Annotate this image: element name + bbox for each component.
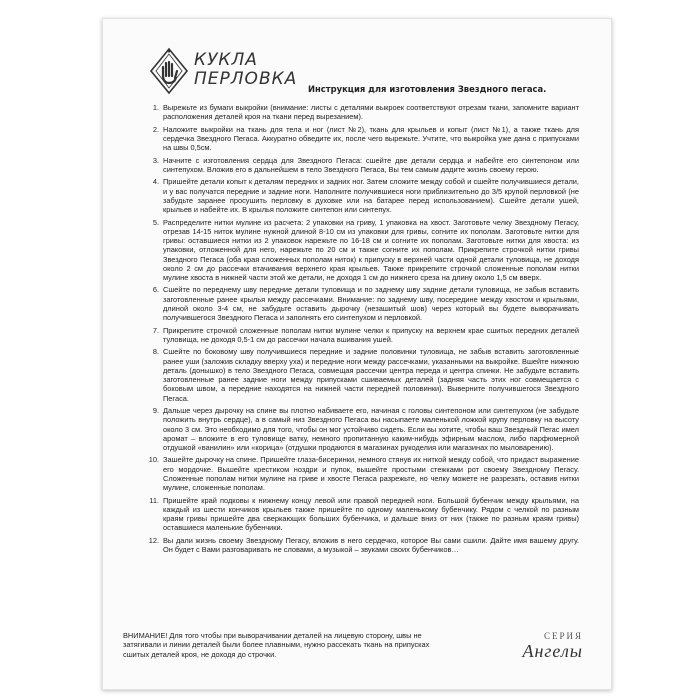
step-number: 11. bbox=[149, 495, 159, 505]
warning-note: ВНИМАНИЕ! Для того чтобы при выворачивании деталей на лицевую сторону, швы не затягивали и линии деталей были более плавными, нужно рассекать ткань на припусках сшитых деталей кроя, не доходя до строчки. bbox=[123, 631, 430, 659]
series-label: СЕРИЯ bbox=[543, 631, 583, 641]
step-number: 6. bbox=[152, 285, 159, 295]
step-11 bbox=[143, 496, 579, 533]
brand-name bbox=[194, 51, 297, 89]
step-number: 9. bbox=[152, 406, 159, 415]
step-text: Зашейте дырочку на спине. Пришейте глаза-бисеринки, немного стянув их ниткой между собой, что придаст выражение его мордочке. Вышейте крестиком ноздри и пупок, вышейте простыми стежками рот своему Звездному Пегасу. Сложенные пополам нитки мулине на гриве и хвосте Пегаса разрежьте, но челку можете не разрезать, оставив нитки мулине, сложенные пополам. bbox=[163, 455, 579, 493]
series-name: Ангелы bbox=[522, 641, 583, 661]
step-text: Распределите нитки мулине из расчета: 2 упаковки на гриву, 1 упаковка на хвост. Заготовьте челку Звездному Пегасу, отрезав 14-15 ниток мулине нужной длиной 8-10 см из упаковки для гривы, согните их пополам. Заготовьте нитки для гривы: оставшиеся нитки из 2 упаковок нарежьте по 16-18 см и согните их пополам. Заготовьте нитки для хвоста: из упаковки, отложенной для него, нарежьте по 20 см и также согните их пополам. Прикрепите строчкой нитки гривы Звездного Пегаса (оба края сложенных пополам ниток) к припуску в верхней части одной детали туловища, не доходя около 2 см до рассечки втачивания верхнего края крыльев. Также прикрепите строчкой сложенные пополам нитки мулине хвоста в нижней части этой же детали, не доходя 1 см до нижнего среза на длину около 1,5 см вверх. bbox=[163, 217, 579, 282]
step-text: Пришейте детали копыт к деталям передних и задних ног. Затем сложите между собой и сшейте получившиеся детали, и у вас получатся передние и задние ноги. Наполните получившиеся ноги приблизительно до 3/5 крупой перловкой (не забудьте заранее просушить перловку в духовке или на батарее перед использованием). Сшейте детали ушей, крыльев и набейте их. В крылья положите синтепон или синтепух. bbox=[163, 177, 579, 215]
instruction-sheet bbox=[102, 18, 612, 690]
step-number: 1. bbox=[152, 103, 159, 112]
hand-diamond-logo-icon bbox=[149, 47, 189, 97]
step-text: Наложите выкройки на ткань для тела и ног (лист №2), ткань для крыльев и копыт (лист №1), а также ткань для сердечка Звездного Пегаса. Аккуратно обведите их, после чего вырежьте. Учтите, что выкройка уже дана с припусками на швы 0,5см. bbox=[163, 124, 579, 153]
brand-line-1: КУКЛА bbox=[194, 50, 258, 70]
step-text: Сшейте по боковому шву получившиеся передние и задние половинки туловища, не забыв вставить заготовленные ранее уши (заложив складку вверху уха) и передние ноги между рассечками, указанными на выкройке. Вшейте нижнюю деталь (донышко) в тело Звездного Пегаса, совмещая рассечки центра переда и центра спинки. Не забудьте вставить заготовленные ранее задние ноги между припусками сшиваемых деталей (задняя часть этих ног совмещается с боковым швом, а передние находятся на нижней части передней половинки). Выверните получившегося Звездного Пегаса. bbox=[163, 347, 579, 403]
step-number: 7. bbox=[152, 325, 159, 335]
step-5 bbox=[143, 218, 579, 283]
step-number: 4. bbox=[152, 177, 159, 187]
step-12 bbox=[143, 536, 579, 555]
step-8 bbox=[143, 347, 579, 403]
step-text: Вырежьте из бумаги выкройки (внимание: листы с деталями выкроек соответствуют отрезам ткани, запомните вариант расположения деталей кроя на ткани перед вырезанием). bbox=[163, 103, 579, 122]
step-number: 10. bbox=[148, 455, 159, 465]
step-number: 8. bbox=[152, 347, 159, 357]
step-6 bbox=[143, 285, 579, 322]
step-text: Пришейте край подковы к нижнему концу левой или правой передней ноги. Большой бубенчик между крыльями, на каждый из шести кончиков крыльев также пришейте по одному маленькому бубенчику. Рядом с челкой по разным краям гривы пришейте два сверкающих больших бубенчика, и дальше вниз от них (также по разным краям гривы) оставшиеся маленькие бубенчики. bbox=[163, 495, 579, 533]
step-10 bbox=[143, 455, 579, 492]
step-7 bbox=[143, 326, 579, 345]
step-2 bbox=[143, 125, 579, 153]
step-number: 2. bbox=[152, 124, 159, 134]
step-3 bbox=[143, 156, 579, 175]
step-text: Дальше через дырочку на спине вы плотно набиваете его, начиная с головы синтепоном или синтепухом (не забудьте положить внутрь сердце), а в самый низ Звездного Пегаса вы насыпаете маленькой ложкой крупу перловку на высоту около 3 см. Это необходимо для того, чтобы он мог устойчиво сидеть. Если вы хотите, чтобы ваш Звездный Пегас имел аромат – вложите в его туловище ватку, немного пропитанную каким-нибудь эфирным маслом, либо парфюмерной отдушкой «ванилин» или «корица» (отдушки продаются в магазинах рукоделия или магазинах по мыловарению). bbox=[163, 406, 579, 452]
step-number: 5. bbox=[152, 217, 159, 227]
step-text: Прикрепите строчкой сложенные пополам нитки мулине челки к припуску на верхнем крае сшитых передних деталей туловища, не доходя 0,5-1 см до рассечки начала вшивания ушей. bbox=[163, 325, 579, 344]
step-1 bbox=[143, 103, 579, 122]
step-text: Вы дали жизнь своему Звездному Пегасу, вложив в него сердечко, которое Вы сами сшили. Дайте имя вашему другу. Он будет с Вами разговаривать не словами, а музыкой – звуками своих бубенчиков… bbox=[163, 535, 579, 555]
step-text: Начните с изготовления сердца для Звездного Пегаса: сшейте две детали сердца и набейте его синтепоном или синтепухом. Вложив его в дальнейшем в тело Звездного Пегаса, Вы тем самым дадите жизнь своему герою. bbox=[163, 155, 579, 174]
document-title: Инструкция для изготовления Звездного пегаса. bbox=[308, 84, 547, 94]
series-mark bbox=[489, 631, 589, 673]
step-number: 3. bbox=[152, 155, 159, 165]
instruction-steps bbox=[143, 103, 579, 558]
brand-logo bbox=[149, 47, 299, 103]
step-text: Сшейте по переднему шву передние детали туловища и по заднему шву задние детали туловища, не забыв вставить заготовленные ранее крылья между рассечками. Внимание: по заднему шву, посередине между хвостом и крыльями, длиной около 3-4 см, не забудьте оставить дырочку (незашитый шов) через который вы будете выворачивать получившегося Звездного Пегаса и заполнять его синтепухом и перловкой. bbox=[163, 285, 579, 323]
step-4 bbox=[143, 177, 579, 214]
step-9 bbox=[143, 406, 579, 452]
step-number: 12. bbox=[148, 535, 159, 545]
brand-line-2: ПЕРЛОВКА bbox=[194, 69, 298, 89]
